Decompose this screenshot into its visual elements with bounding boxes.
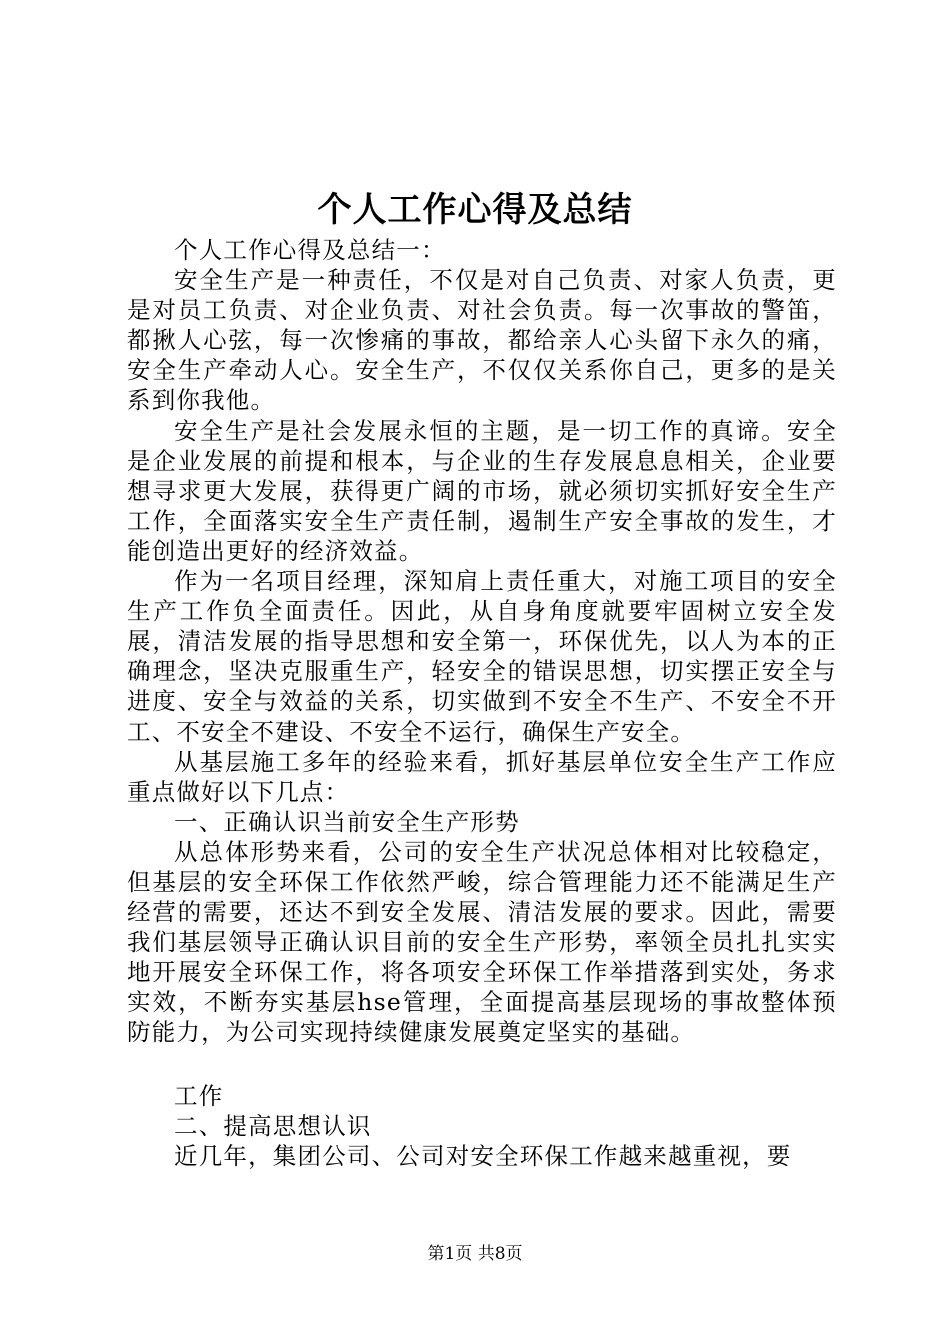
paragraph: 近几年，集团公司、公司对安全环保工作越来越重视，要 — [174, 1141, 792, 1170]
paragraph: 从总体形势来看，公司的安全生产状况总体相对比较稳定，但基层的安全环保工作依然严峻，综合管理能力还不能满足生产经营的需要，还达不到安全发展、清洁发展的要求。因此，需要我们基层领导正确认识目前的安全生产形势，率领全员扎扎实实地开展安全环保工作，将各项安全环保工作举措落到实处，务求实效，不断夯实基层hse管理，全面提高基层现场的事故整体预防能力，为公司实现持续健康发展奠定坚实的基础。 — [127, 837, 837, 1047]
section-heading-two: 二、提高思想认识 — [174, 1111, 372, 1140]
paragraph: 从基层施工多年的经验来看，抓好基层单位安全生产工作应重点做好以下几点： — [127, 747, 837, 806]
paragraph-spacer — [127, 1048, 837, 1081]
page-footer: 第1页 共8页 — [427, 1244, 523, 1264]
document-title: 个人工作心得及总结 — [317, 190, 633, 230]
paragraph-heading-one: 个人工作心得及总结一： — [174, 236, 446, 264]
section-heading-one: 一、正确认识当前安全生产形势 — [174, 807, 520, 836]
paragraph: 安全生产是社会发展永恒的主题，是一切工作的真谛。安全是企业发展的前提和根本，与企业的生存发展息息相关，企业要想寻求更大发展，获得更广阔的市场，就必须切实抓好安全生产工作，全面落实安全生产责任制，遏制生产安全事故的发生，才能创造出更好的经济效益。 — [127, 416, 837, 565]
paragraph: 作为一名项目经理，深知肩上责任重大，对施工项目的安全生产工作负全面责任。因此，从自身角度就要牢固树立安全发展，清洁发展的指导思想和安全第一，环保优先，以人为本的正确理念，坚决克服重生产，轻安全的错误思想，切实摆正安全与进度、安全与效益的关系，切实做到不安全不生产、不安全不开工、不安全不建设、不安全不运行，确保生产安全。 — [127, 567, 837, 746]
paragraph: 工作 — [174, 1081, 224, 1110]
paragraph: 安全生产是一种责任，不仅是对自己负责、对家人负责，更是对员工负责、对企业负责、对社会负责。每一次事故的警笛，都揪人心弦，每一次惨痛的事故，都给亲人心头留下永久的痛，安全生产牵动人心。安全生产，不仅仅关系你自己，更多的是关系到你我他。 — [127, 266, 837, 415]
document-body — [127, 235, 837, 1171]
